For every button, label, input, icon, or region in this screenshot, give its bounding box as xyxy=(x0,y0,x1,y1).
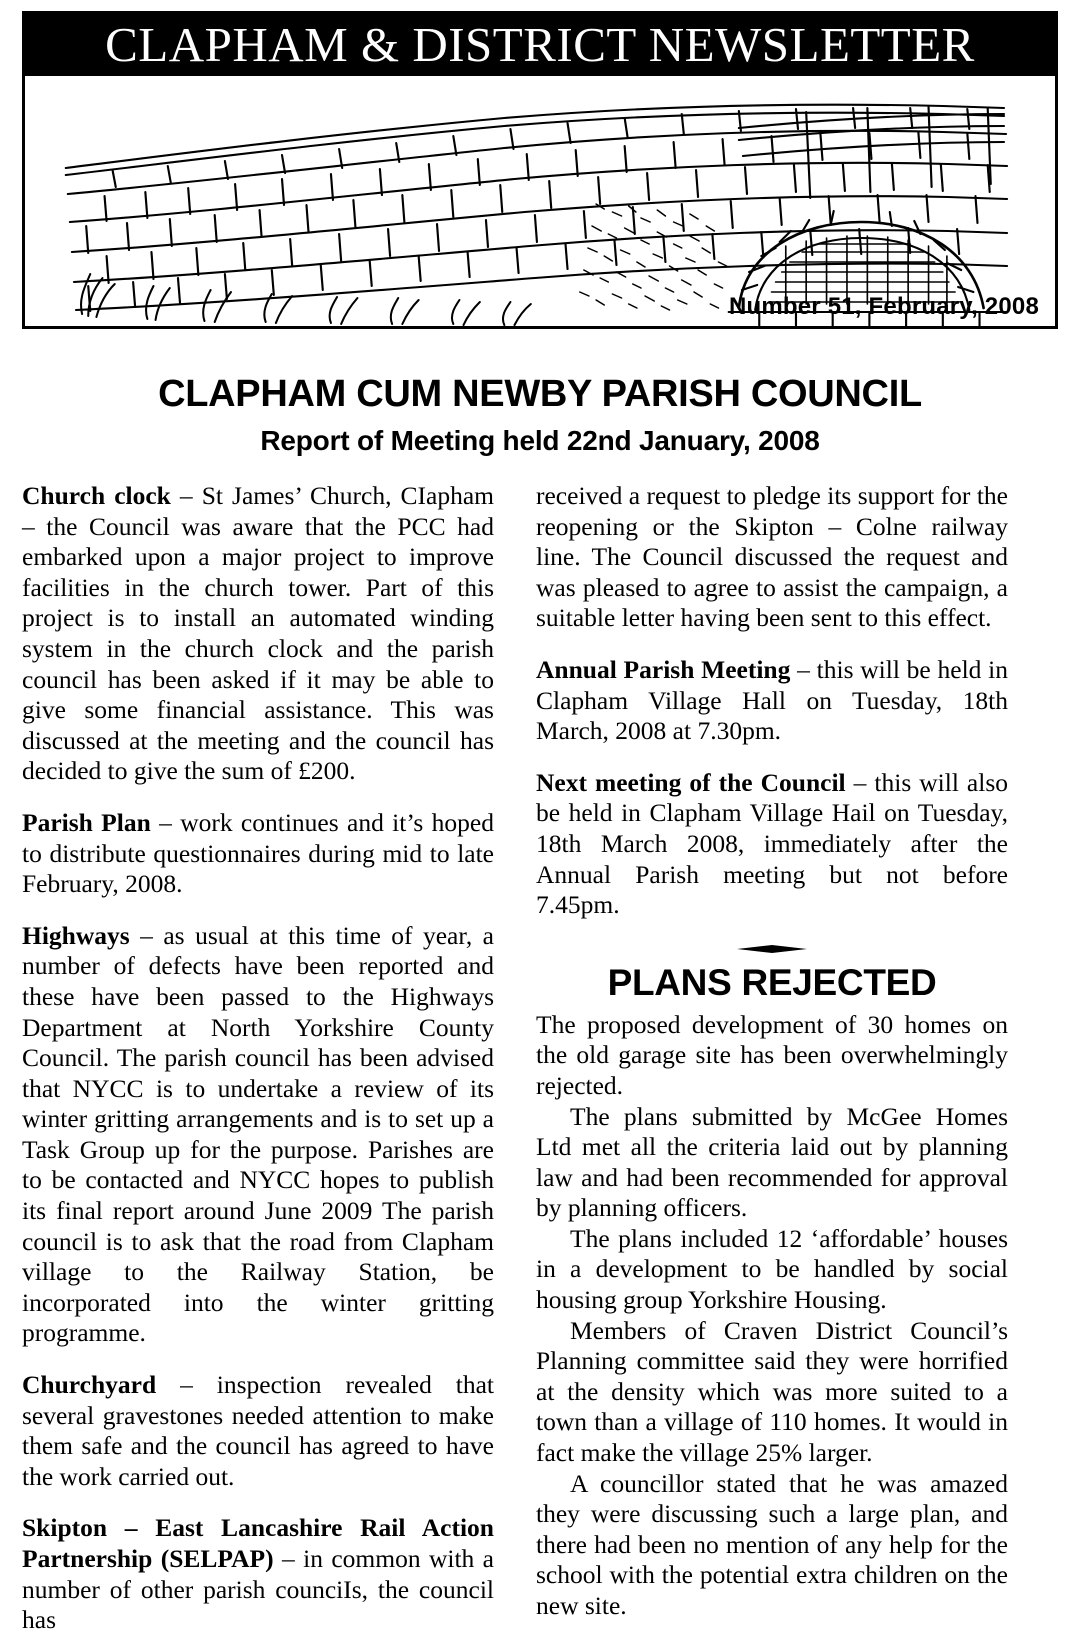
article-body: – St James’ Church, CIapham – the Council was aware that the PCC had embarked upon a major project to improve facilities in the church tower. Part of this project is to install an automated winding system in the church clock and the parish council has been asked if it may be able to give some financial assistance. This was discussed at the meeting and the council has decided to give the sum of £200. xyxy=(22,481,494,786)
plans-paragraph: Members of Craven District Council’s Planning committee said they were horrified at the density which was more suited to a town than a village of 110 homes. It would in fact make the village 25% larger. xyxy=(536,1315,1008,1468)
runin-head: Next meeting of the Council xyxy=(536,767,846,797)
plans-paragraph: A councillor stated that he was amazed they were discussing such a large plan, and there had been no mention of any help for the school with the potential extra children on the new site. xyxy=(536,1468,1008,1620)
left-column xyxy=(22,481,494,1636)
article-item xyxy=(536,768,1008,921)
section-divider-ornament xyxy=(657,942,887,956)
page-title: CLAPHAM CUM NEWBY PARISH COUNCIL xyxy=(158,373,922,415)
runin-head: Annual Parish Meeting xyxy=(536,654,791,684)
plans-paragraph: The plans included 12 ‘affordable’ houses in a development to be handled by social housing group Yorkshire Housing. xyxy=(536,1223,1008,1315)
masthead-illustration-area xyxy=(25,76,1055,328)
article-columns xyxy=(22,481,1058,1636)
masthead-title-bar xyxy=(25,14,1055,76)
right-column xyxy=(536,481,1008,1622)
section-heading-plans-rejected: PLANS REJECTED xyxy=(607,961,937,1003)
runin-head: Skipton – East Lancashire Rail Action Partnership (SELPAP) xyxy=(22,1513,494,1573)
article-item xyxy=(22,808,494,900)
article-body: – this will also be held in Clapham Village Hail on Tuesday, 18th March 2008, immediately after the Annual Parish meeting but not before 7.45pm. xyxy=(536,767,1008,920)
article-body: – in common with a number of other parish counciIs, the council has xyxy=(22,1544,494,1635)
runin-head: Church clock xyxy=(22,481,171,510)
masthead xyxy=(22,11,1058,329)
newsletter-title: CLAPHAM & DISTRICT NEWSLETTER xyxy=(105,17,975,72)
newsletter-page xyxy=(0,11,1080,1635)
article-item xyxy=(22,1513,494,1635)
article-continuation: received a request to pledge its support for the reopening or the Skipton – Colne railway line. The Council discussed the request and was pleased to agree to assist the campaign, a suitable letter having been sent to this effect. xyxy=(536,481,1008,633)
article-body: – inspection revealed that several gravestones needed attention to make them safe and the council has agreed to have the work carried out. xyxy=(22,1370,494,1491)
runin-head: Parish Plan xyxy=(22,807,151,837)
page-subtitle: Report of Meeting held 22nd January, 2008 xyxy=(260,425,820,456)
article-item xyxy=(22,1370,494,1492)
article-body: – as usual at this time of year, a number of defects have been reported and these have been passed to the Highways Department at North Yorkshire County Council. The parish council has been advised that NYCC is to undertake a review of its winter gritting arrangements and is to set up a Task Group up for the purpose. Parishes are to be contacted and NYCC hopes to publish its final report around June 2009 The parish council is to ask that the road from Clapham village to the Railway Station, be incorporated into the winter gritting programme. xyxy=(22,920,494,1348)
issue-number: Number 51, February, 2008 xyxy=(728,293,1039,320)
stone-bridge-drawing xyxy=(25,76,1055,328)
runin-head: Highways xyxy=(22,920,130,950)
article-body: – this will be held in Clapham Village Hall on Tuesday, 18th March, 2008 at 7.30pm. xyxy=(536,654,1009,746)
article-item xyxy=(22,481,494,787)
article-item xyxy=(22,921,494,1349)
plans-paragraph: The proposed development of 30 homes on the old garage site has been overwhelmingly rejected. xyxy=(536,1009,1008,1100)
runin-head: Churchyard xyxy=(22,1370,157,1400)
article-body: – work continues and it’s hoped to distribute questionnaires during mid to late February, 2008. xyxy=(22,807,494,899)
article-item xyxy=(536,655,1008,747)
plans-paragraph: The plans submitted by McGee Homes Ltd met all the criteria laid out by planning law and had been recommended for approval by planning officers. xyxy=(536,1101,1008,1223)
